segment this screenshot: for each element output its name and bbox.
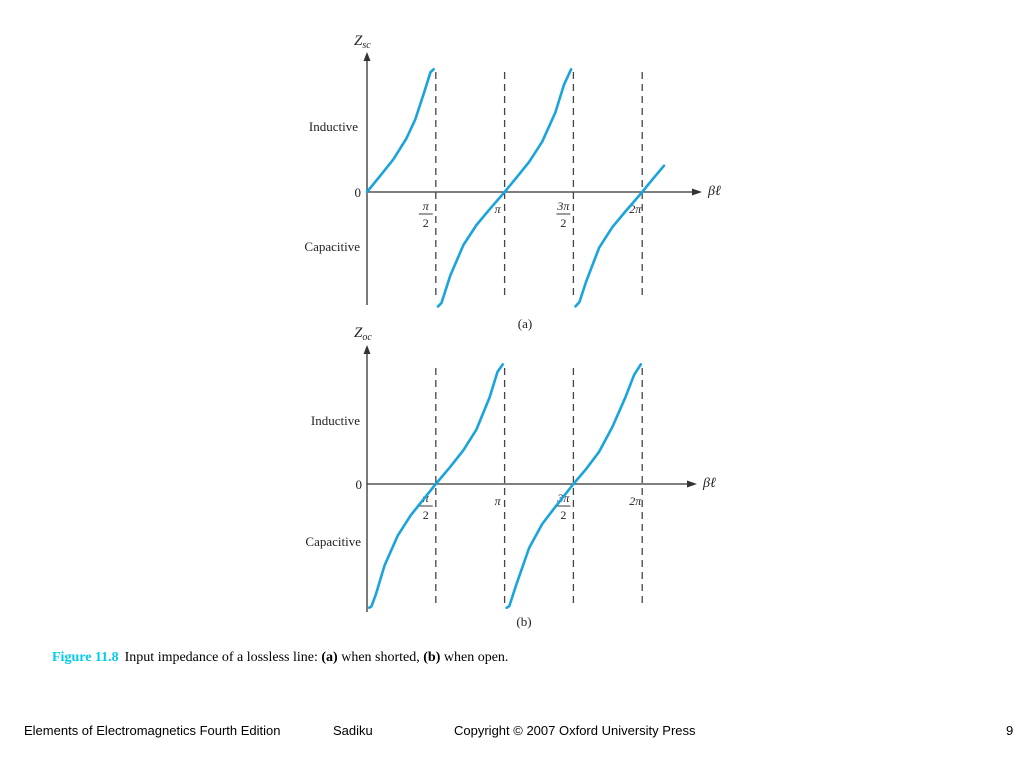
panel-a-tick-denominator-2: 2 (560, 216, 567, 230)
caption-label-a: (a) (321, 650, 338, 665)
panel-b-tick-label-3: 2π (629, 494, 642, 508)
caption-label-b: (b) (423, 650, 441, 665)
panel-b-zero-label: 0 (355, 477, 362, 492)
panel-a-tick-label-3: 2π (629, 202, 642, 216)
panel-b-tick-denominator-0: 2 (422, 508, 429, 522)
panel-a-tick-numerator-0: π (422, 199, 429, 213)
panel-b-tick-numerator-2: 3π (557, 491, 570, 505)
panel-b-open-circuit (305, 325, 716, 629)
figure-number: Figure 11.8 (52, 650, 119, 665)
panel-a-panel-label: (a) (517, 316, 533, 331)
panel-b-curve-branch-0 (369, 364, 503, 607)
panel-b-inductive-label: Inductive (310, 413, 360, 428)
panel-a-curve-branch-0 (367, 69, 434, 192)
panel-a-y-axis-label: $Z_{sc}$ (354, 33, 371, 51)
panel-b-tick-numerator-0: π (422, 491, 429, 505)
caption-text-a: when shorted, (337, 650, 424, 665)
panel-a-capacitive-label: Capacitive (304, 239, 360, 254)
panel-a-tick-denominator-0: 2 (422, 216, 429, 230)
panel-a-inductive-label: Inductive (308, 119, 358, 134)
panel-a-tick-numerator-2: 3π (557, 199, 570, 213)
panel-b-x-axis-label: βℓ (703, 476, 716, 491)
panel-b-panel-label: (b) (516, 614, 532, 629)
figure-caption (52, 650, 508, 666)
panel-a-curve-branch-2 (576, 166, 665, 307)
panel-b-tick-denominator-2: 2 (560, 508, 567, 522)
footer-author: Sadiku (333, 723, 373, 738)
panel-a-y-axis-arrow (364, 52, 371, 61)
footer-copyright: Copyright © 2007 Oxford University Press (454, 723, 696, 738)
panel-a-zero-label: 0 (354, 185, 361, 200)
panel-b-tick-label-1: π (494, 494, 501, 508)
panel-a-tick-label-1: π (494, 202, 501, 216)
caption-text: Input impedance of a lossless line: (124, 650, 322, 665)
footer-book-title: Elements of Electromagnetics Fourth Edition (24, 723, 281, 738)
panel-a-short-circuit (304, 33, 721, 331)
panel-b-curve-branch-1 (507, 364, 641, 607)
panel-b-y-axis-label: $Z_{oc}$ (354, 325, 372, 343)
panel-b-x-axis-arrow (687, 481, 697, 488)
panel-a-x-axis-arrow (692, 189, 702, 196)
panel-a-x-axis-label: βℓ (708, 184, 721, 199)
panel-b-y-axis-arrow (364, 345, 371, 354)
panel-b-capacitive-label: Capacitive (305, 534, 361, 549)
footer-page-number: 9 (1006, 723, 1014, 738)
caption-text-b: when open. (440, 650, 509, 665)
